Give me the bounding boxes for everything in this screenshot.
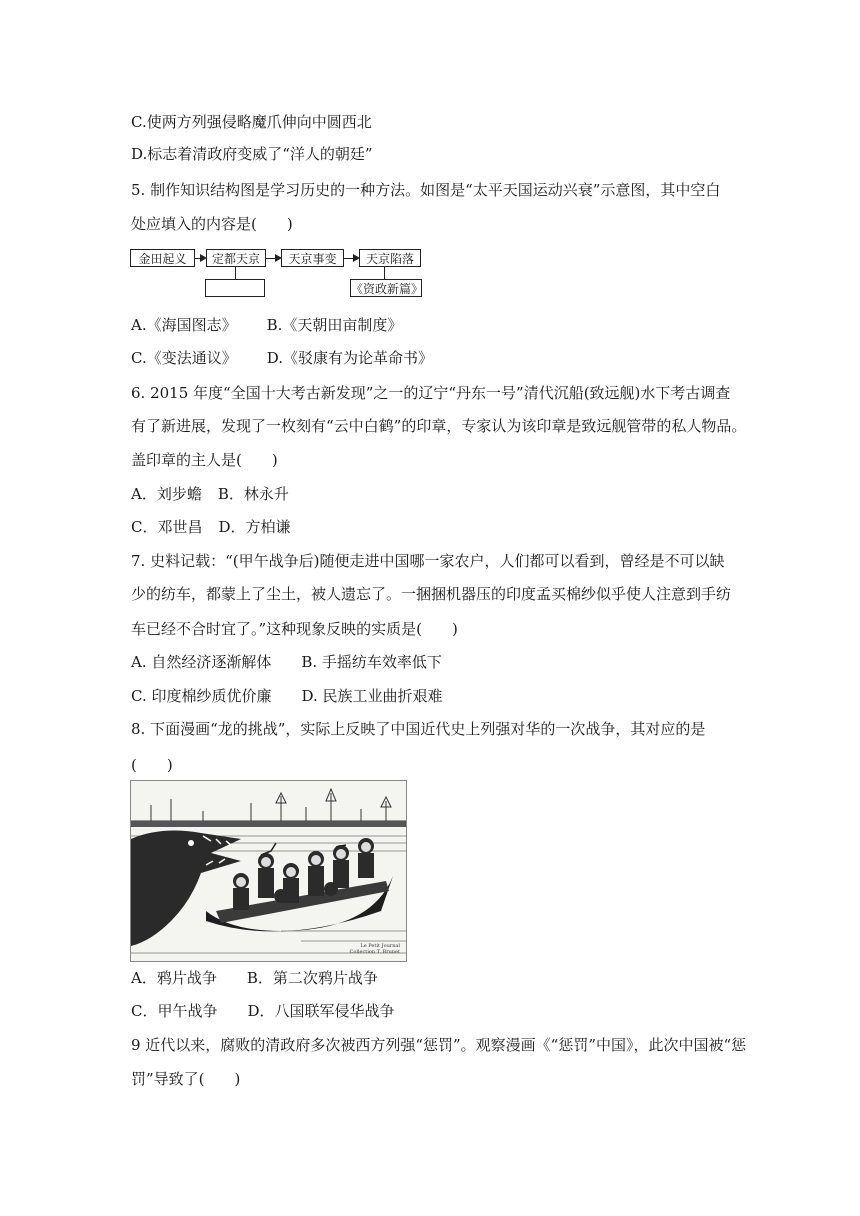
q7-option-b: B. 手摇纺车效率低下 (301, 653, 442, 671)
q6-option-a: A．刘步蟾 (131, 485, 202, 503)
q5-option-b: B.《天朝田亩制度》 (266, 316, 403, 334)
q7-option-d: D. 民族工业曲折艰难 (301, 687, 443, 705)
q6-stem-line2: 有了新进展，发现了一枚刻有“云中白鹤”的印章，专家认为该印章是致远舰管带的私人物品。 (131, 417, 747, 435)
flow-box-4: 天京陷落 (359, 249, 421, 267)
q6-option-c: C．邓世昌 (131, 518, 203, 536)
taiping-flow-diagram (130, 245, 430, 301)
q6-options-row2 (131, 517, 291, 537)
flow-arrow-3 (344, 258, 358, 259)
q7-stem-line3: 车已经不合时宜了。”这种现象反映的实质是( ) (131, 620, 458, 638)
q5-option-c: C.《变法通议》 (131, 349, 237, 367)
q8-option-c: C．甲午战争 (131, 1002, 218, 1020)
q6-option-d: D．方柏谦 (218, 518, 291, 536)
q7-options-row2 (131, 686, 443, 706)
dragon-challenge-cartoon (130, 780, 407, 962)
q8-option-d: D．八国联军侵华战争 (247, 1002, 395, 1020)
q7-option-a: A. 自然经济逐渐解体 (131, 653, 272, 671)
q5-option-d: D.《驳康有为论革命书》 (266, 349, 433, 367)
q7-option-c: C. 印度棉纱质优价廉 (131, 687, 272, 705)
flow-connector-below (384, 267, 385, 279)
q8-option-a: A．鸦片战争 (131, 969, 217, 987)
flow-arrow-2 (266, 258, 280, 259)
q8-stem-line1: 8. 下面漫画“龙的挑战”，实际上反映了中国近代史上列强对华的一次战争，其对应的是 (131, 720, 706, 738)
cartoon-credit (350, 943, 400, 955)
q6-stem-line3: 盖印章的主人是( ) (131, 451, 278, 469)
cartoon-illustration (131, 781, 406, 961)
flow-box-3: 天京事变 (281, 249, 344, 267)
q6-options-row1 (131, 484, 289, 504)
q7-stem-line2: 少的纺车，都蒙上了尘土，被人遗忘了。一捆捆机器压的印度孟买棉纱似乎使人注意到手纺 (131, 585, 732, 603)
q9-stem-line1: 9 近代以来，腐败的清政府多次被西方列强“惩罚”。观察漫画《“惩罚”中国》，此次中国被“惩 (131, 1036, 747, 1054)
q4-option-c: C.使两方列强侵略魔爪伸向中圆西北 (131, 113, 372, 131)
q9-stem-line2: 罚”导致了( ) (131, 1070, 241, 1088)
q5-stem-line1: 5. 制作知识结构图是学习历史的一种方法。如图是“太平天国运动兴衰”示意图，其中空白 (131, 181, 721, 199)
q5-stem-line2: 处应填入的内容是( ) (131, 215, 293, 233)
cartoon-credit-line2: Collection T. Brunet (349, 949, 400, 955)
flow-blank-box (205, 279, 265, 297)
q5-option-a: A.《海国图志》 (131, 316, 237, 334)
q4-option-d: D.标志着清政府变威了“洋人的朝廷” (131, 145, 373, 163)
flow-arrow-1 (195, 258, 205, 259)
q6-stem-line1: 6. 2015 年度“全国十大考古新发现”之一的辽宁“丹东一号”清代沉船(致远舰)水下考古调查 (131, 384, 731, 402)
q8-options-row1 (131, 968, 378, 988)
flow-box-1: 金田起义 (130, 249, 195, 267)
q5-options-row2 (131, 348, 433, 368)
q8-options-row2 (131, 1001, 395, 1021)
flow-connector-blank (235, 267, 236, 279)
flow-box-below: 《资政新篇》 (350, 279, 422, 297)
flow-box-2: 定都天京 (206, 249, 266, 267)
q6-option-b: B．林永升 (217, 485, 289, 503)
cartoon-credit-line1: Le Petit Journal (360, 943, 400, 949)
q5-options-row1 (131, 315, 402, 335)
q8-option-b: B．第二次鸦片战争 (246, 969, 378, 987)
q8-stem-line2: ( ) (131, 756, 173, 774)
q7-stem-line1: 7. 史料记载：“(甲午战争后)随便走进中国哪一家农户，人们都可以看到，曾经是不可以缺 (131, 552, 725, 570)
q7-options-row1 (131, 652, 442, 672)
